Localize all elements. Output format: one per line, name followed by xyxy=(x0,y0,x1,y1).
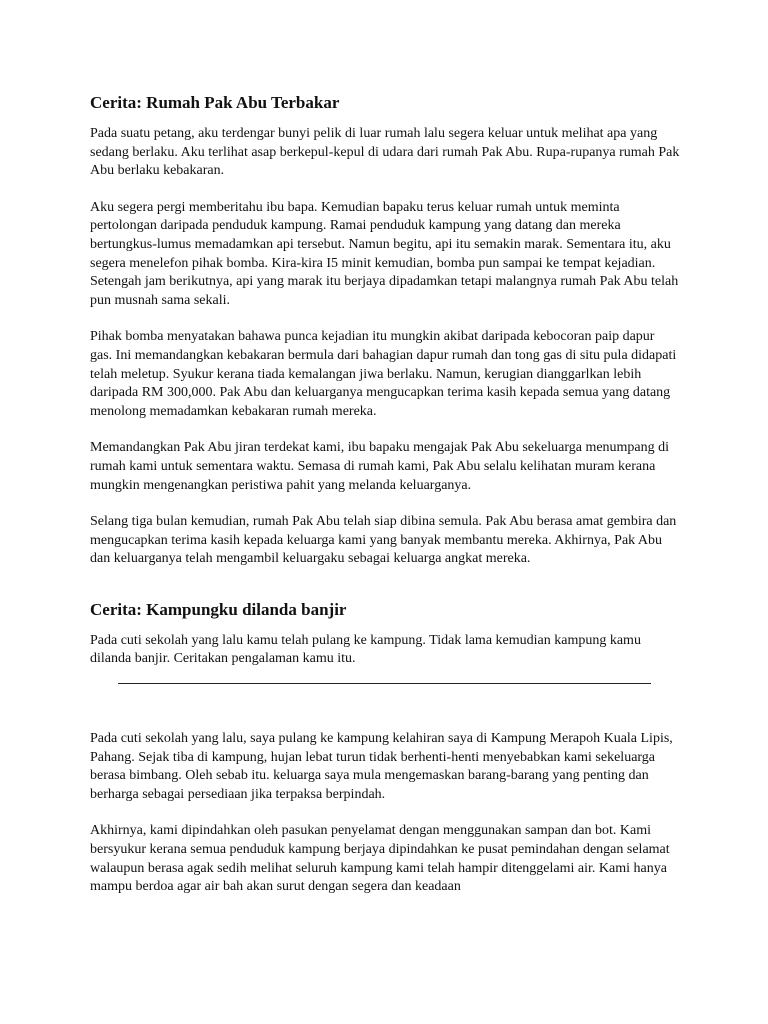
story-1-paragraph: Pihak bomba menyatakan bahawa punca kejadian itu mungkin akibat daripada kebocoran paip dapur gas. Ini memandangkan kebakaran bermula dari bahagian dapur rumah dan tong gas di situ pula didapati telah meletup. Syukur kerana tiada kemalangan jiwa berlaku. Namun, kerugian dianggarlkan lebih daripada RM 300,000. Pak Abu dan keluarganya mengucapkan terima kasih kepada semua yang datang menolong memadamkan kebakaran rumah mereka. xyxy=(90,329,677,419)
story-2-prompt: Pada cuti sekolah yang lalu kamu telah pulang ke kampung. Tidak lama kemudian kampung kamu dilanda banjir. Ceritakan pengalaman kamu itu. xyxy=(90,632,641,667)
story-1-paragraph: Selang tiga bulan kemudian, rumah Pak Abu telah siap dibina semula. Pak Abu berasa amat gembira dan mengucapkan terima kasih kepada keluarga kami yang banyak membantu mereka. Akhirnya, Pak Abu dan keluarganya telah mengambil keluargaku sebagai keluarga angkat mereka. xyxy=(90,514,677,567)
story-1-paragraph: Aku segera pergi memberitahu ibu bapa. Kemudian bapaku terus keluar rumah untuk meminta pertolongan daripada penduduk kampung. Ramai penduduk kampung yang datang dan mereka bertungkus-lumus memadamkan api tersebut. Namun begitu, api itu semakin marak. Sementara itu, aku segera menelefon pihak bomba. Kira-kira I5 minit kemudian, bomba pun sampai ke tempat kejadian. Setengah jam berikutnya, api yang marak itu berjaya dipadamkan tetapi malangnya rumah Pak Abu telah pun musnah sama sekali. xyxy=(90,199,679,308)
story-1-paragraph: Pada suatu petang, aku terdengar bunyi pelik di luar rumah lalu segera keluar untuk melihat apa yang sedang berlaku. Aku terlihat asap berkepul-kepul di udara dari rumah Pak Abu. Rupa-rupanya rumah Pak Abu berlaku kebakaran. xyxy=(90,126,680,179)
story-kampung-banjir xyxy=(90,599,680,897)
story-2-title: Cerita: Kampungku dilanda banjir xyxy=(90,599,347,619)
story-2-paragraph: Pada cuti sekolah yang lalu, saya pulang ke kampung kelahiran saya di Kampung Merapoh Kuala Lipis, Pahang. Sejak tiba di kampung, hujan lebat turun tidak berhenti-henti menyebabkan kami sekeluarga berasa bimbang. Oleh sebab itu. keluarga saya mula mengemaskan barang-barang yang penting dan berharga sebagai persediaan jika terpaksa berpindah. xyxy=(90,731,673,802)
story-2-paragraph: Akhirnya, kami dipindahkan oleh pasukan penyelamat dengan menggunakan sampan dan bot. Kami bersyukur kerana semua penduduk kampung berjaya dipindahkan ke pusat pemindahan dengan selamat walaupun berasa agak sedih melihat seluruh kampung kami telah hampir ditenggelami air. Kami hanya mampu berdoa agar air bah akan surut dengan segera dan keadaan xyxy=(90,823,670,895)
document-content xyxy=(90,92,680,915)
story-1-title: Cerita: Rumah Pak Abu Terbakar xyxy=(90,93,340,112)
horizontal-divider xyxy=(118,683,651,684)
story-rumah-pak-abu xyxy=(90,92,680,569)
story-1-paragraph: Memandangkan Pak Abu jiran terdekat kami, ibu bapaku mengajak Pak Abu sekeluarga menumpang di rumah kami untuk sementara waktu. Semasa di rumah kami, Pak Abu selalu kelihatan muram kerana mungkin mengenangkan peristiwa pahit yang melanda keluarganya. xyxy=(90,440,670,493)
